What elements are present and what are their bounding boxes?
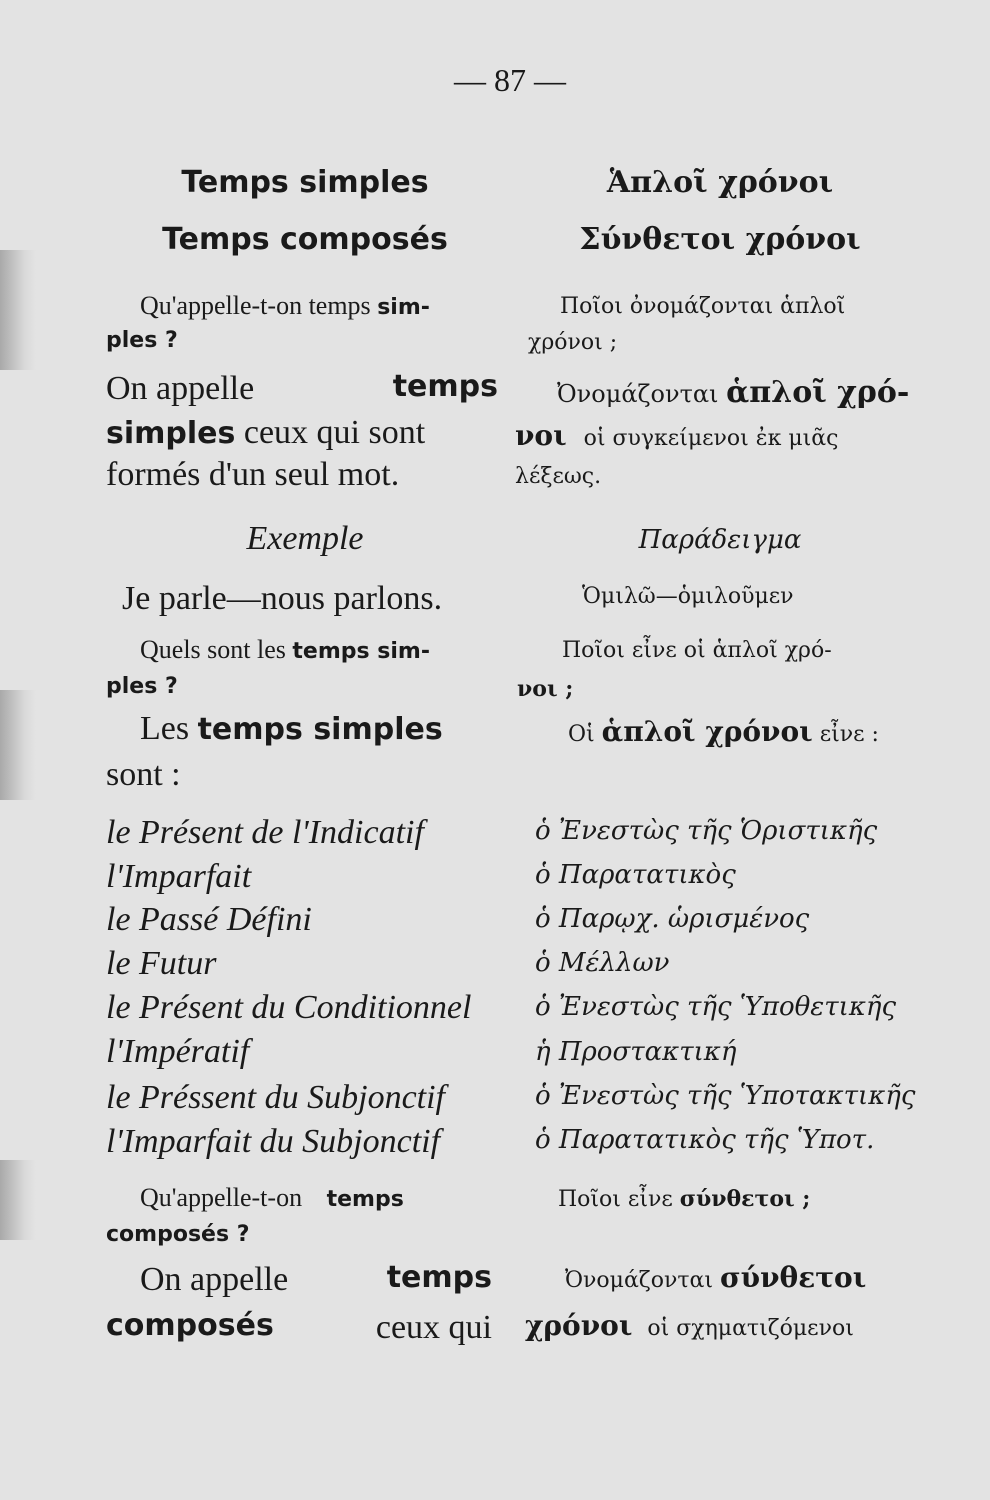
- question-2-line-1: Quels sont les temps sim-: [140, 635, 430, 664]
- tense-item-gr: ὁ Μέλλων: [535, 948, 670, 978]
- example-label: Exemple: [246, 520, 364, 557]
- question-2-gr-line-2: νοι ;: [517, 676, 574, 702]
- question-2-gr-line-1: Ποῖοι εἶνε οἱ ἁπλοῖ χρό-: [562, 638, 832, 663]
- heading-simple-tenses: Temps simples: [181, 165, 429, 200]
- answer-2-line-1: Les temps simples: [140, 710, 443, 747]
- page-edge-damage: [0, 250, 36, 370]
- answer-1-line-3: formés d'un seul mot.: [106, 456, 400, 493]
- tense-item-gr: ὁ Ἐνεστὼς τῆς Ὑποτακτικῆς: [535, 1081, 916, 1111]
- answer-3-gr-line-1: Ὀνομάζονται σύνθετοι: [565, 1261, 867, 1294]
- question-3-line-2: composés ?: [106, 1222, 250, 1247]
- question-1-gr-line-2: χρόνοι ;: [528, 330, 618, 355]
- tense-item-fr: le Passé Défini: [106, 901, 312, 938]
- answer-3-line-1: On appelle temps: [140, 1260, 492, 1298]
- answer-2-gr: Οἱ ἁπλοῖ χρόνοι εἶνε :: [568, 715, 879, 748]
- tense-item-fr: le Présent de l'Indicatif: [106, 814, 424, 851]
- answer-3-line-2: composés ceux qui: [106, 1308, 492, 1346]
- tense-item-fr: le Futur: [106, 945, 217, 982]
- tense-item-gr: ὁ Ἐνεστὼς τῆς Ὁριστικῆς: [535, 816, 878, 846]
- tense-item-gr: ὁ Παρῳχ. ὡρισμένος: [535, 904, 810, 934]
- question-3-gr: Ποῖοι εἶνε σύνθετοι ;: [558, 1186, 811, 1212]
- page-edge-damage: [0, 690, 36, 800]
- heading-compound-tenses-gr: Σύνθετοι χρόνοι: [579, 222, 861, 257]
- tense-item-fr: l'Imparfait du Subjonctif: [106, 1123, 441, 1160]
- heading-simple-tenses-gr: Ἁπλοῖ χρόνοι: [606, 165, 834, 200]
- question-2-line-2: ples ?: [106, 674, 178, 699]
- tense-item-gr: ὁ Παρατατικὸς τῆς Ὑποτ.: [535, 1125, 875, 1155]
- question-3-line-1: Qu'appelle-t-on temps: [140, 1183, 404, 1212]
- tense-item-gr: ὁ Παρατατικὸς: [535, 860, 736, 890]
- tense-item-fr: le Présent du Conditionnel: [106, 989, 472, 1026]
- answer-1-gr-line-3: λέξεως.: [515, 464, 602, 489]
- answer-3-gr-line-2: χρόνοι οἱ σχηματιζόμενοι: [525, 1309, 854, 1342]
- example-text-gr: Ὁμιλῶ—ὁμιλοῦμεν: [582, 584, 794, 609]
- tense-item-gr: ἡ Προστακτική: [535, 1037, 737, 1067]
- question-1-line-1: Qu'appelle-t-on temps sim-: [140, 291, 430, 320]
- question-1-line-2: ples ?: [106, 328, 178, 353]
- answer-1-line-1: On appelle temps: [106, 369, 498, 407]
- heading-compound-tenses: Temps composés: [162, 222, 448, 257]
- page-number: — 87 —: [454, 62, 566, 98]
- answer-1-gr-line-2: νοι οἱ συγκείμενοι ἐκ μιᾶς: [515, 419, 839, 452]
- tense-item-gr: ὁ Ἐνεστὼς τῆς Ὑποθετικῆς: [535, 992, 897, 1022]
- tense-item-fr: l'Impératif: [106, 1033, 250, 1070]
- answer-1-gr-line-1: Ὀνομάζονται ἁπλοῖ χρό-: [557, 375, 910, 410]
- question-1-gr-line-1: Ποῖοι ὀνομάζονται ἁπλοῖ: [560, 294, 846, 319]
- answer-2-line-2: sont :: [106, 756, 181, 793]
- tense-item-fr: l'Imparfait: [106, 858, 252, 895]
- answer-1-line-2: simples ceux qui sont: [106, 414, 426, 451]
- example-label-gr: Παράδειγμα: [638, 525, 802, 555]
- example-text: Je parle—nous parlons.: [122, 580, 443, 617]
- page-edge-damage: [0, 1160, 36, 1240]
- tense-item-fr: le Préssent du Subjonctif: [106, 1079, 446, 1116]
